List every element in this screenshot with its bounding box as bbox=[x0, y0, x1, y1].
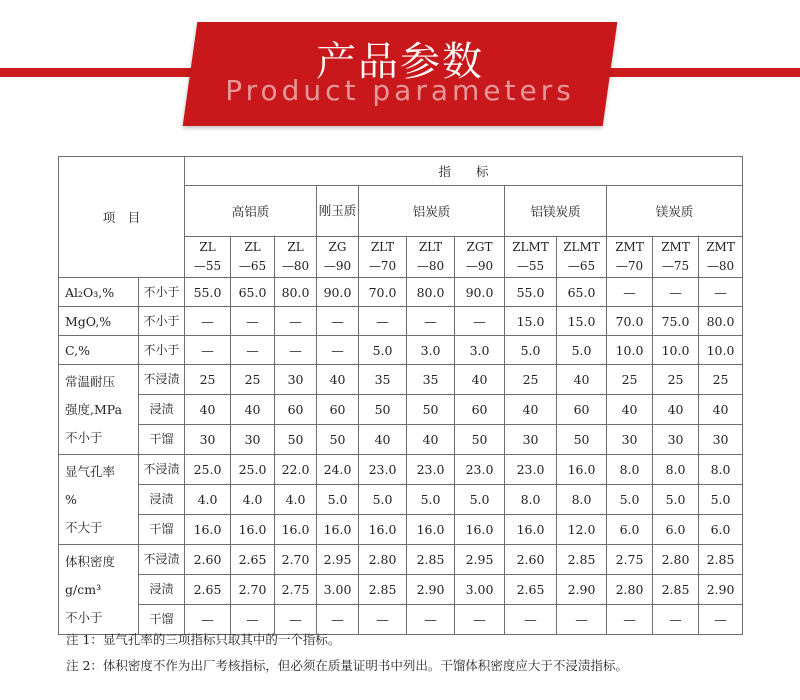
grade-number: —80 bbox=[706, 259, 735, 273]
grade-code: ZLMT bbox=[512, 240, 549, 254]
row-condition: 干馏 bbox=[139, 425, 185, 455]
value-cell: 2.90 bbox=[407, 575, 455, 605]
row-condition: 不浸渍 bbox=[139, 365, 185, 395]
grade-header bbox=[557, 237, 607, 278]
table-row bbox=[59, 425, 743, 455]
value-cell: 90.0 bbox=[317, 278, 359, 307]
value-cell: — bbox=[407, 605, 455, 635]
grade-number: —65 bbox=[238, 259, 267, 273]
banner-subtitle: Product parameters bbox=[225, 74, 575, 107]
value-cell: — bbox=[557, 605, 607, 635]
value-cell: 80.0 bbox=[275, 278, 317, 307]
value-cell: — bbox=[185, 336, 231, 365]
value-cell: 65.0 bbox=[231, 278, 275, 307]
value-cell: 16.0 bbox=[455, 515, 505, 545]
value-cell: 2.70 bbox=[275, 545, 317, 575]
grade-header bbox=[699, 237, 743, 278]
grade-number: —70 bbox=[615, 259, 644, 273]
value-cell: 60 bbox=[275, 395, 317, 425]
group-label-line: 体积密度 bbox=[65, 553, 116, 569]
value-cell: 50 bbox=[275, 425, 317, 455]
value-cell: 50 bbox=[359, 395, 407, 425]
value-cell: 2.85 bbox=[653, 575, 699, 605]
value-cell: 2.70 bbox=[231, 575, 275, 605]
value-cell: 5.0 bbox=[359, 336, 407, 365]
grade-code: ZMT bbox=[615, 240, 644, 254]
value-cell: 25 bbox=[653, 365, 699, 395]
grade-code: ZLT bbox=[418, 240, 443, 254]
value-cell: 5.0 bbox=[317, 485, 359, 515]
banner-title: 产品参数 bbox=[316, 39, 484, 85]
grade-header bbox=[231, 237, 275, 278]
value-cell: 55.0 bbox=[185, 278, 231, 307]
value-cell: 2.60 bbox=[185, 545, 231, 575]
value-cell: 2.90 bbox=[699, 575, 743, 605]
value-cell: 5.0 bbox=[407, 485, 455, 515]
value-cell: — bbox=[653, 278, 699, 307]
value-cell: 30 bbox=[607, 425, 653, 455]
value-cell: 16.0 bbox=[359, 515, 407, 545]
value-cell: 5.0 bbox=[359, 485, 407, 515]
grade-header bbox=[607, 237, 653, 278]
table-row bbox=[59, 365, 743, 395]
value-cell: 60 bbox=[317, 395, 359, 425]
value-cell: 5.0 bbox=[505, 336, 557, 365]
grade-number: —75 bbox=[661, 259, 690, 273]
value-cell: 6.0 bbox=[653, 515, 699, 545]
value-cell: 35 bbox=[359, 365, 407, 395]
value-cell: 8.0 bbox=[653, 455, 699, 485]
grade-code: ZMT bbox=[661, 240, 690, 254]
value-cell: 40 bbox=[185, 395, 231, 425]
grade-number: —65 bbox=[567, 259, 596, 273]
table-row bbox=[59, 307, 743, 336]
grade-header bbox=[275, 237, 317, 278]
value-cell: 5.0 bbox=[699, 485, 743, 515]
value-cell: 40 bbox=[455, 365, 505, 395]
group-label-line: 不小于 bbox=[65, 609, 103, 625]
table-row bbox=[59, 575, 743, 605]
value-cell: 2.80 bbox=[607, 575, 653, 605]
value-cell: 50 bbox=[407, 395, 455, 425]
value-cell: 30 bbox=[505, 425, 557, 455]
group-label bbox=[59, 545, 139, 635]
value-cell: 40 bbox=[607, 395, 653, 425]
value-cell: 70.0 bbox=[359, 278, 407, 307]
table-row bbox=[59, 485, 743, 515]
group-label-line: 不大于 bbox=[65, 519, 103, 535]
grade-number: —90 bbox=[323, 259, 352, 273]
value-cell: 8.0 bbox=[557, 485, 607, 515]
value-cell: 16.0 bbox=[557, 455, 607, 485]
value-cell: 25 bbox=[699, 365, 743, 395]
row-label: MgO,% bbox=[59, 307, 139, 336]
value-cell: 70.0 bbox=[607, 307, 653, 336]
value-cell: 4.0 bbox=[275, 485, 317, 515]
value-cell: 90.0 bbox=[455, 278, 505, 307]
value-cell: — bbox=[359, 307, 407, 336]
value-cell: 65.0 bbox=[557, 278, 607, 307]
row-condition: 不浸渍 bbox=[139, 455, 185, 485]
value-cell: 2.65 bbox=[505, 575, 557, 605]
value-cell: — bbox=[275, 605, 317, 635]
value-cell: 24.0 bbox=[317, 455, 359, 485]
value-cell: 2.80 bbox=[359, 545, 407, 575]
value-cell: 40 bbox=[231, 395, 275, 425]
value-cell: 3.0 bbox=[455, 336, 505, 365]
row-condition: 浸渍 bbox=[139, 485, 185, 515]
value-cell: 8.0 bbox=[607, 455, 653, 485]
table-row bbox=[59, 395, 743, 425]
value-cell: 16.0 bbox=[317, 515, 359, 545]
value-cell: — bbox=[653, 605, 699, 635]
group-label-line: g/cm³ bbox=[65, 581, 102, 597]
value-cell: 30 bbox=[653, 425, 699, 455]
value-cell: 3.0 bbox=[407, 336, 455, 365]
grade-code: ZLMT bbox=[563, 240, 600, 254]
value-cell: 55.0 bbox=[505, 278, 557, 307]
grade-header bbox=[359, 237, 407, 278]
value-cell: 3.00 bbox=[317, 575, 359, 605]
group-label-line: 强度,MPa bbox=[65, 401, 123, 417]
grade-code: ZMT bbox=[706, 240, 735, 254]
row-condition: 干馏 bbox=[139, 605, 185, 635]
row-condition: 浸渍 bbox=[139, 395, 185, 425]
value-cell: 5.0 bbox=[557, 336, 607, 365]
value-cell: 6.0 bbox=[699, 515, 743, 545]
value-cell: — bbox=[607, 278, 653, 307]
value-cell: — bbox=[455, 605, 505, 635]
value-cell: — bbox=[275, 307, 317, 336]
table-row bbox=[59, 455, 743, 485]
value-cell: 60 bbox=[557, 395, 607, 425]
index-header: 指 标 bbox=[185, 157, 743, 186]
grade-header bbox=[317, 237, 359, 278]
table-row bbox=[59, 515, 743, 545]
value-cell: — bbox=[317, 605, 359, 635]
value-cell: 30 bbox=[231, 425, 275, 455]
grade-number: —80 bbox=[281, 259, 310, 273]
value-cell: 8.0 bbox=[699, 455, 743, 485]
value-cell: 4.0 bbox=[231, 485, 275, 515]
value-cell: — bbox=[455, 307, 505, 336]
row-condition: 不小于 bbox=[139, 278, 185, 307]
value-cell: 60 bbox=[455, 395, 505, 425]
row-label: Al₂O₃,% bbox=[59, 278, 139, 307]
value-cell: 2.65 bbox=[185, 575, 231, 605]
value-cell: 75.0 bbox=[653, 307, 699, 336]
value-cell: 40 bbox=[317, 365, 359, 395]
group-label bbox=[59, 455, 139, 545]
value-cell: — bbox=[185, 307, 231, 336]
value-cell: 30 bbox=[185, 425, 231, 455]
value-cell: 23.0 bbox=[359, 455, 407, 485]
value-cell: 40 bbox=[699, 395, 743, 425]
value-cell: — bbox=[317, 307, 359, 336]
grade-code: ZL bbox=[287, 240, 304, 254]
value-cell: 5.0 bbox=[455, 485, 505, 515]
value-cell: 2.80 bbox=[653, 545, 699, 575]
value-cell: 2.85 bbox=[699, 545, 743, 575]
value-cell: 2.90 bbox=[557, 575, 607, 605]
row-condition: 浸渍 bbox=[139, 575, 185, 605]
value-cell: 3.00 bbox=[455, 575, 505, 605]
value-cell: 22.0 bbox=[275, 455, 317, 485]
value-cell: 23.0 bbox=[455, 455, 505, 485]
table-row bbox=[59, 336, 743, 365]
value-cell: 25.0 bbox=[185, 455, 231, 485]
value-cell: — bbox=[699, 278, 743, 307]
value-cell: 35 bbox=[407, 365, 455, 395]
group-label-line: % bbox=[65, 491, 77, 507]
group-header: 高铝质 bbox=[185, 186, 317, 237]
grade-header bbox=[505, 237, 557, 278]
grade-code: ZG bbox=[328, 240, 347, 254]
value-cell: — bbox=[317, 336, 359, 365]
value-cell: 16.0 bbox=[185, 515, 231, 545]
value-cell: 16.0 bbox=[407, 515, 455, 545]
grade-code: ZGT bbox=[466, 240, 493, 254]
grade-header bbox=[185, 237, 231, 278]
value-cell: 80.0 bbox=[407, 278, 455, 307]
grade-number: —55 bbox=[193, 259, 222, 273]
value-cell: 25.0 bbox=[231, 455, 275, 485]
footnote-2: 注 2：体积密度不作为出厂考核指标，但必须在质量证明书中列出。干馏体积密度应大于不浸渍指标。 bbox=[66, 658, 628, 673]
value-cell: 16.0 bbox=[231, 515, 275, 545]
group-header: 铝炭质 bbox=[359, 186, 505, 237]
value-cell: 25 bbox=[505, 365, 557, 395]
group-label-line: 不小于 bbox=[65, 429, 103, 445]
value-cell: — bbox=[505, 605, 557, 635]
value-cell: 40 bbox=[359, 425, 407, 455]
value-cell: 10.0 bbox=[699, 336, 743, 365]
value-cell: — bbox=[275, 336, 317, 365]
spec-table-container bbox=[58, 156, 742, 635]
value-cell: 40 bbox=[505, 395, 557, 425]
value-cell: 16.0 bbox=[275, 515, 317, 545]
value-cell: 25 bbox=[231, 365, 275, 395]
value-cell: — bbox=[359, 605, 407, 635]
value-cell: 4.0 bbox=[185, 485, 231, 515]
group-label-line: 常温耐压 bbox=[65, 373, 116, 389]
value-cell: 5.0 bbox=[607, 485, 653, 515]
value-cell: 6.0 bbox=[607, 515, 653, 545]
value-cell: — bbox=[607, 605, 653, 635]
grade-code: ZL bbox=[244, 240, 261, 254]
row-condition: 不浸渍 bbox=[139, 545, 185, 575]
row-label: C,% bbox=[59, 336, 139, 365]
value-cell: 10.0 bbox=[607, 336, 653, 365]
footnote-1: 注 1：显气孔率的三项指标只取其中的一个指标。 bbox=[66, 632, 341, 647]
grade-number: —55 bbox=[516, 259, 545, 273]
grade-number: —90 bbox=[465, 259, 494, 273]
value-cell: — bbox=[231, 336, 275, 365]
group-header: 刚玉质 bbox=[317, 186, 359, 237]
value-cell: 50 bbox=[455, 425, 505, 455]
value-cell: 50 bbox=[557, 425, 607, 455]
value-cell: 2.75 bbox=[607, 545, 653, 575]
value-cell: 2.75 bbox=[275, 575, 317, 605]
table-row bbox=[59, 545, 743, 575]
group-header: 铝镁炭质 bbox=[505, 186, 607, 237]
value-cell: 23.0 bbox=[505, 455, 557, 485]
value-cell: 40 bbox=[407, 425, 455, 455]
value-cell: — bbox=[699, 605, 743, 635]
item-header: 项 目 bbox=[59, 157, 185, 278]
value-cell: 2.85 bbox=[407, 545, 455, 575]
table-row bbox=[59, 278, 743, 307]
value-cell: 5.0 bbox=[653, 485, 699, 515]
value-cell: 50 bbox=[317, 425, 359, 455]
value-cell: 2.85 bbox=[557, 545, 607, 575]
value-cell: 2.95 bbox=[317, 545, 359, 575]
value-cell: 12.0 bbox=[557, 515, 607, 545]
value-cell: 25 bbox=[607, 365, 653, 395]
grade-header bbox=[455, 237, 505, 278]
value-cell: 80.0 bbox=[699, 307, 743, 336]
value-cell: 15.0 bbox=[557, 307, 607, 336]
value-cell: — bbox=[407, 307, 455, 336]
row-condition: 不小于 bbox=[139, 307, 185, 336]
grade-number: —70 bbox=[368, 259, 397, 273]
value-cell: 40 bbox=[653, 395, 699, 425]
group-label-line: 显气孔率 bbox=[65, 463, 116, 479]
value-cell: 2.60 bbox=[505, 545, 557, 575]
value-cell: — bbox=[231, 605, 275, 635]
grade-header bbox=[407, 237, 455, 278]
grade-code: ZLT bbox=[370, 240, 395, 254]
value-cell: 23.0 bbox=[407, 455, 455, 485]
value-cell: 2.65 bbox=[231, 545, 275, 575]
value-cell: 30 bbox=[275, 365, 317, 395]
row-condition: 不小于 bbox=[139, 336, 185, 365]
value-cell: 15.0 bbox=[505, 307, 557, 336]
group-label bbox=[59, 365, 139, 455]
value-cell: 25 bbox=[185, 365, 231, 395]
value-cell: — bbox=[185, 605, 231, 635]
grade-number: —80 bbox=[416, 259, 445, 273]
row-condition: 干馏 bbox=[139, 515, 185, 545]
value-cell: 2.85 bbox=[359, 575, 407, 605]
value-cell: 8.0 bbox=[505, 485, 557, 515]
value-cell: 40 bbox=[557, 365, 607, 395]
value-cell: 30 bbox=[699, 425, 743, 455]
value-cell: — bbox=[231, 307, 275, 336]
grade-code: ZL bbox=[199, 240, 216, 254]
grade-header bbox=[653, 237, 699, 278]
group-header: 镁炭质 bbox=[607, 186, 743, 237]
value-cell: 10.0 bbox=[653, 336, 699, 365]
spec-table bbox=[58, 156, 743, 635]
value-cell: 16.0 bbox=[505, 515, 557, 545]
header-row-index bbox=[59, 157, 743, 186]
value-cell: 2.95 bbox=[455, 545, 505, 575]
